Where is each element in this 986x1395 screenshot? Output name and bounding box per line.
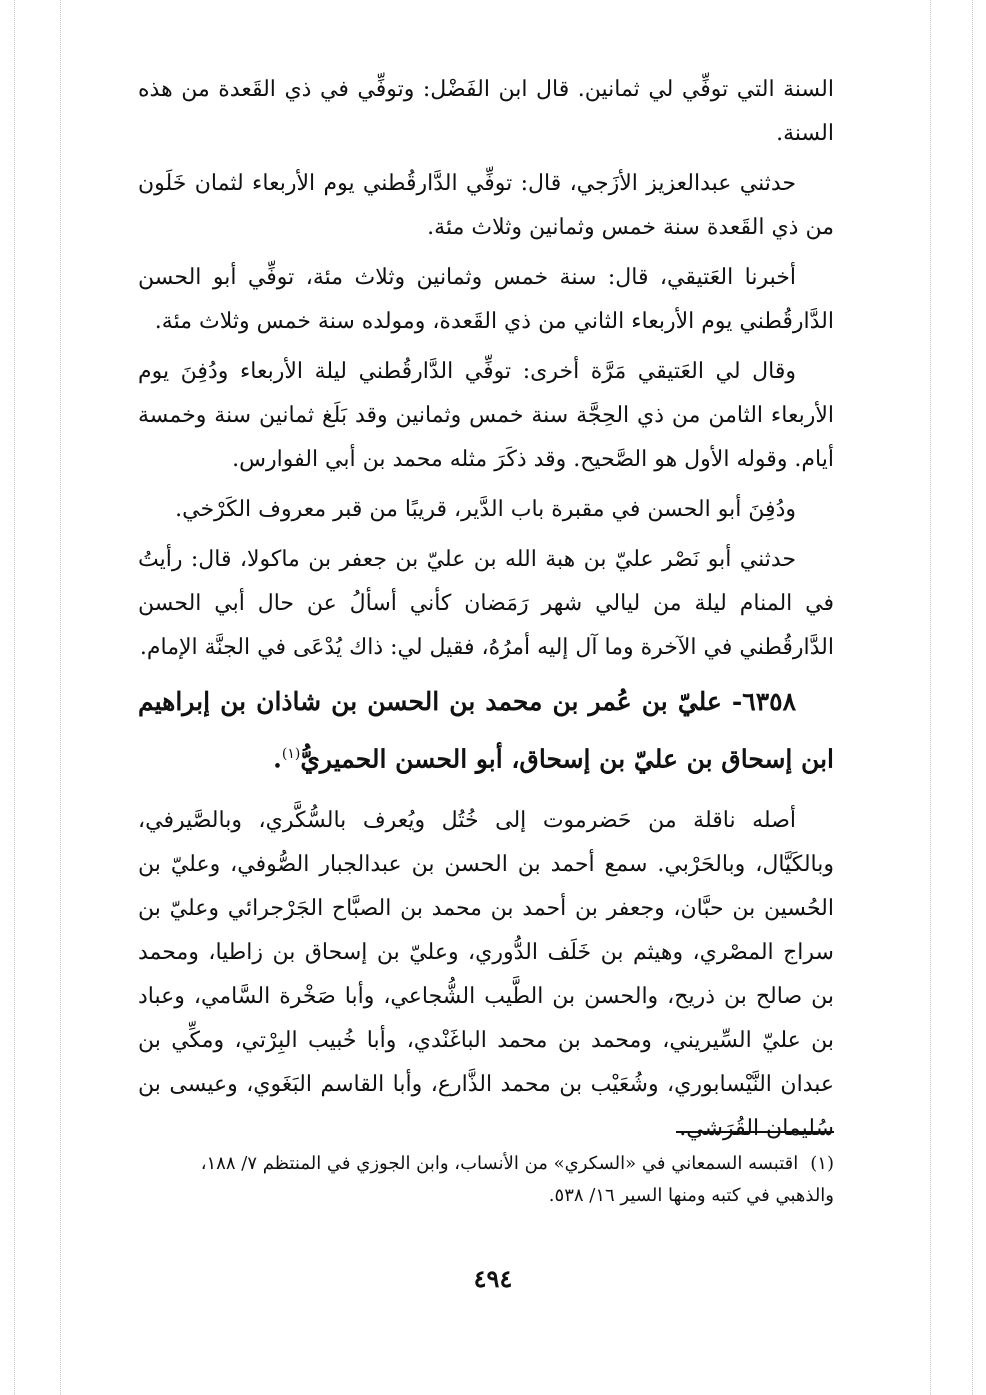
paragraph-1: السنة التي توفِّي لي ثمانين. قال ابن الفَضْل: وتوفِّي في ذي القَعدة من هذه السنة.: [138, 77, 834, 146]
paragraph-6: حدثني أبو نَصْر عليّ بن هبة الله بن عليّ بن جعفر بن ماكولا، قال: رأيتُ في المنام ليلة من ليالي شهر رَمَضان كأني أسألُ عن حال أبي الحسن الدَّارقُطني في الآخرة وما آل إليه أمرُهُ، فقيل لي: ذاك يُدْعَى في الجنَّة الإمام.: [138, 547, 834, 660]
paragraph-4: وقال لي العَتيقي مَرَّة أخرى: توفِّي الدَّارقُطني ليلة الأربعاء ودُفِنَ يوم الأربعاء الثامن من ذي الحِجَّة سنة خمس وثمانين وقد بَلَغ ثمانين سنة وخمسة أيام. وقوله الأول هو الصَّحيح. وقد ذكَرَ مثله محمد بن أبي الفوارس.: [138, 359, 834, 472]
entry-heading-text: ٦٣٥٨- عليّ بن عُمر بن محمد بن الحسن بن شاذان بن إبراهيم ابن إسحاق بن عليّ بن إسحاق، أبو الحسن الحميريُّ: [138, 687, 834, 774]
entry-paragraph: أصله ناقلة من حَضرموت إلى خُتُل ويُعرف بالسُّكَّري، وبالصَّيرفي، وبالكَيَّال، وبالحَرْبي. سمع أحمد بن الحسن بن عبدالجبار الصُّوفي، وعليّ بن الحُسين بن حبَّان، وجعفر بن أحمد بن محمد بن الصبَّاح الجَرْجرائي وعليّ بن سراج المصْري، وهيثم بن خَلَف الدُّوري، وعليّ بن إسحاق بن زاطيا، ومحمد بن صالح بن ذريح، والحسن بن الطَّيب الشُّجاعي، وأبا صَخْرة السَّامي، وعباد بن عليّ السِّيريني، ومحمد بن محمد الباغَنْدي، وأبا خُبيب البِرْتي، ومكِّي بن عبدان النَّيْسابوري، وشُعَيْب بن محمد الذَّارع، وأبا القاسم البَغَوي، وعيسى بن سُليمان القُرَشي.: [138, 808, 834, 1142]
footnote: [138, 1148, 834, 1212]
footnote-divider: [676, 1131, 834, 1133]
scan-border-left-outer: [14, 0, 15, 1395]
scan-border-right-inner: [930, 0, 931, 1395]
scan-border-right-outer: [972, 0, 973, 1395]
footnote-marker: (١): [810, 1153, 834, 1174]
page-body: [138, 68, 834, 1157]
footnote-reference[interactable]: (١): [281, 746, 301, 762]
entry-heading-end: .: [273, 744, 282, 774]
paragraph-2: حدثني عبدالعزيز الأزَجي، قال: توفِّي الدَّارقُطني يوم الأربعاء لثمان خَلَون من ذي القَعدة سنة خمس وثمانين وثلاث مئة.: [138, 171, 834, 240]
footnote-text: اقتبسه السمعاني في «السكري» من الأنساب، وابن الجوزي في المنتظم ٧/ ١٨٨، والذهبي في كتبه ومنها السير ١٦/ ٥٣٨.: [200, 1153, 834, 1206]
scan-border-left-inner: [60, 0, 61, 1395]
paragraph-3: أخبرنا العَتيقي، قال: سنة خمس وثمانين وثلاث مئة، توفِّي أبو الحسن الدَّارقُطني يوم الأربعاء الثاني من ذي القَعدة، ومولده سنة خمس وثلاث مئة.: [138, 265, 834, 334]
paragraph-5: ودُفِنَ أبو الحسن في مقبرة باب الدَّير، قريبًا من قبر معروف الكَرْخي.: [175, 497, 796, 522]
entry-heading: [138, 676, 834, 785]
page-number: ٤٩٤: [473, 1264, 513, 1293]
